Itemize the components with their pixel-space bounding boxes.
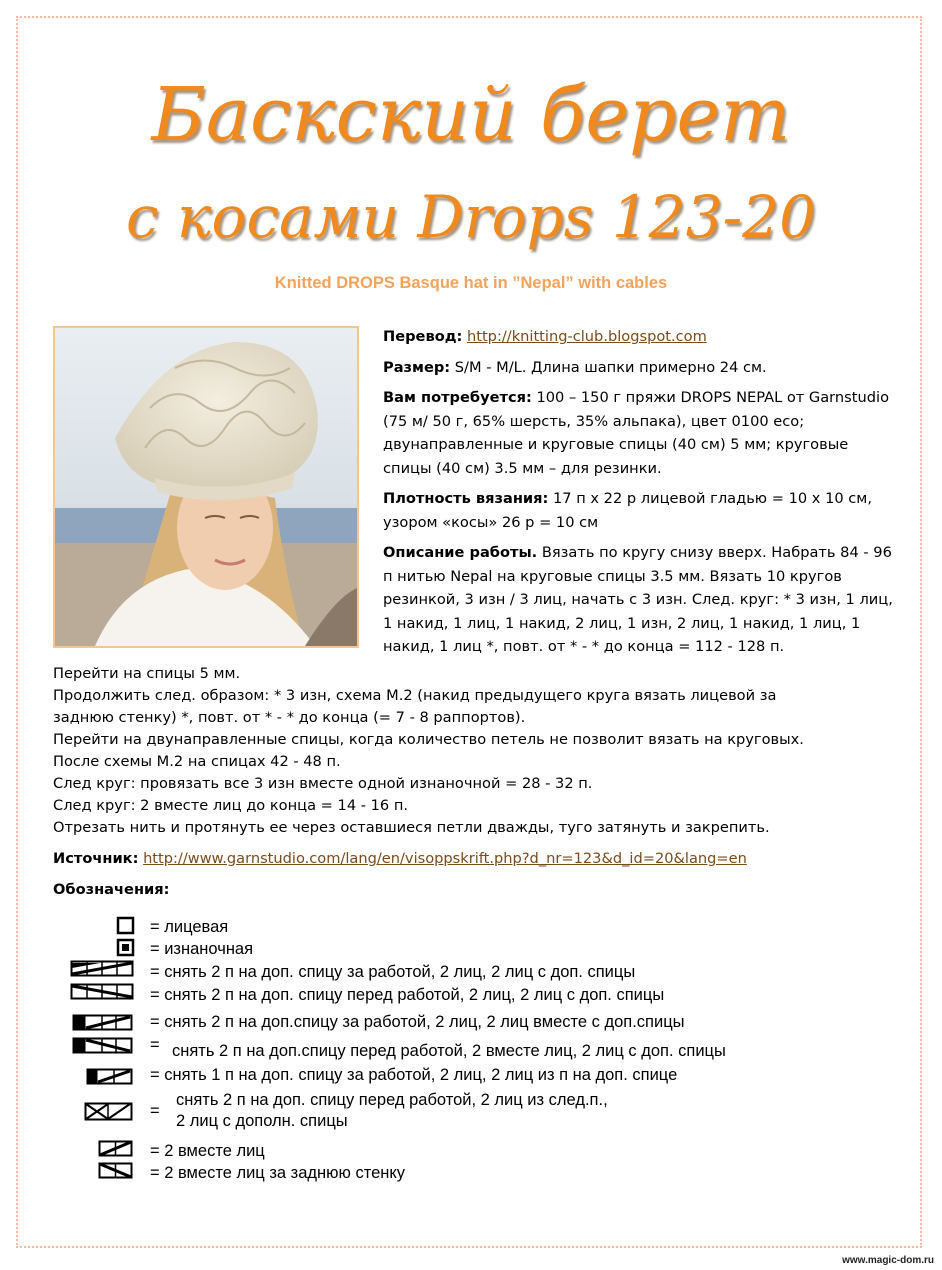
legend-cable-1-back-text: = снять 1 п на доп. спицу за работой, 2 лиц, 2 лиц из п на доп. спице	[150, 1066, 678, 1084]
description-line	[383, 541, 898, 659]
cable-back-dec-symbol	[72, 1014, 134, 1032]
source-link[interactable]: http://www.garnstudio.com/lang/en/visoppskrift.php?d_nr=123&d_id=20&lang=en	[143, 850, 747, 867]
k2tog-symbol	[98, 1140, 134, 1158]
instruction-line: Перейти на спицы 5 мм.	[53, 665, 241, 682]
cable-1-back-inc-symbol	[86, 1068, 134, 1086]
description-label: Описание работы.	[383, 544, 538, 561]
legend-knit-text: = лицевая	[150, 918, 229, 936]
description-text: Вязать по кругу снизу вверх. Набрать 84 - 96 п нитью Nepal на круговые спицы 3.5 мм. Вязать 10 кругов резинкой, 3 изн / 3 лиц, начать с 3 изн. След. круг: * 3 изн, 1 лиц, 1 накид, 1 лиц, 1 накид, 2 лиц, 1 изн, 2 лиц, 1 накид, 1 лиц, 1 накид, 1 лиц *, повт. от * - * до конца = 112 - 128 п.	[383, 544, 893, 655]
legend-cable-back-dec-text: = снять 2 п на доп.спицу за работой, 2 лиц, 2 лиц вместе с доп.спицы	[150, 1013, 685, 1031]
translation-line	[383, 325, 898, 349]
instruction-line: После схемы М.2 на спицах 42 - 48 п.	[53, 753, 341, 770]
legend-purl-text: = изнаночная	[150, 940, 254, 958]
gauge-line	[383, 487, 898, 534]
instructions-body	[53, 663, 913, 839]
cable-back-symbol	[70, 960, 134, 978]
materials-line	[383, 386, 898, 480]
size-text: S/M - M/L. Длина шапки примерно 24 см.	[454, 358, 767, 376]
k2tog-tbl-symbol	[98, 1162, 134, 1180]
legend-cable-front-inc-text-1: снять 2 п на доп. спицу перед работой, 2 лиц из след.п.,	[176, 1091, 608, 1109]
cable-front-inc-symbol	[84, 1102, 134, 1122]
purl-stitch-symbol	[116, 938, 136, 958]
page-title-line-1: Баскский берет	[151, 72, 791, 158]
instruction-line: Продолжить след. образом: * 3 изн, схема М.2 (накид предыдущего круга вязать лицевой за	[53, 687, 777, 704]
legend-cable-back-text: = снять 2 п на доп. спицу за работой, 2 лиц, 2 лиц с доп. спицы	[150, 963, 636, 981]
instruction-line: След круг: провязать все 3 изн вместе одной изнаночной = 28 - 32 п.	[53, 775, 593, 792]
legend-equals: =	[150, 1102, 160, 1120]
knit-stitch-symbol	[116, 916, 136, 936]
legend-cable-front-dec-text: снять 2 п на доп.спицу перед работой, 2 вместе лиц, 2 лиц с доп. спицы	[172, 1042, 726, 1060]
materials-label: Вам потребуется:	[383, 389, 532, 406]
legend-k2tog-text: = 2 вместе лиц	[150, 1142, 265, 1160]
hat-info	[383, 325, 898, 666]
gauge-text: 17 п х 22 р лицевой гладью = 10 х 10 см, узором «косы» 26 р = 10 см	[383, 490, 872, 531]
size-label: Размер:	[383, 358, 451, 376]
legend-cable-front-text: = снять 2 п на доп. спицу перед работой, 2 лиц, 2 лиц с доп. спицы	[150, 986, 665, 1004]
source-label: Источник:	[53, 850, 139, 867]
instruction-line: След круг: 2 вместе лиц до конца = 14 - 16 п.	[53, 797, 409, 814]
instruction-line: Отрезать нить и протянуть ее через оставшиеся петли дважды, туго затянуть и закрепить.	[53, 819, 770, 836]
materials-text: 100 – 150 г пряжи DROPS NEPAL от Garnstudio (75 м/ 50 г, 65% шерсть, 35% альпака), цвет 0100 eco; двунаправленные и круговые спицы (40 см) 5 мм; круговые спицы (40 см) 3.5 мм – для резинки.	[383, 389, 889, 477]
page-subtitle: Knitted DROPS Basque hat in ”Nepal” with cables	[274, 274, 668, 292]
cable-front-dec-symbol	[72, 1037, 134, 1055]
size-line	[383, 356, 898, 380]
legend-cable-front-inc-text-2: 2 лиц с дополн. спицы	[176, 1112, 348, 1130]
page-title-line-2: с косами Drops 123-20	[126, 183, 816, 251]
beret-photo	[53, 326, 359, 648]
cable-front-symbol	[70, 983, 134, 1001]
instruction-line: Перейти на двунаправленные спицы, когда количество петель не позволит вязать на круговых.	[53, 731, 804, 748]
instruction-line: заднюю стенку) *, повт. от * - * до конца (= 7 - 8 раппортов).	[53, 709, 526, 726]
source-line	[53, 850, 747, 867]
translation-link[interactable]: http://knitting-club.blogspot.com	[466, 328, 707, 345]
legend-k2tog-tbl-text: = 2 вместе лиц за заднюю стенку	[150, 1164, 406, 1182]
watermark: www.magic-dom.ru	[842, 1255, 934, 1266]
legend-equals: =	[150, 1036, 160, 1054]
translation-label: Перевод:	[383, 328, 463, 345]
gauge-label: Плотность вязания:	[383, 490, 549, 507]
legend-title: Обозначения:	[53, 881, 170, 898]
